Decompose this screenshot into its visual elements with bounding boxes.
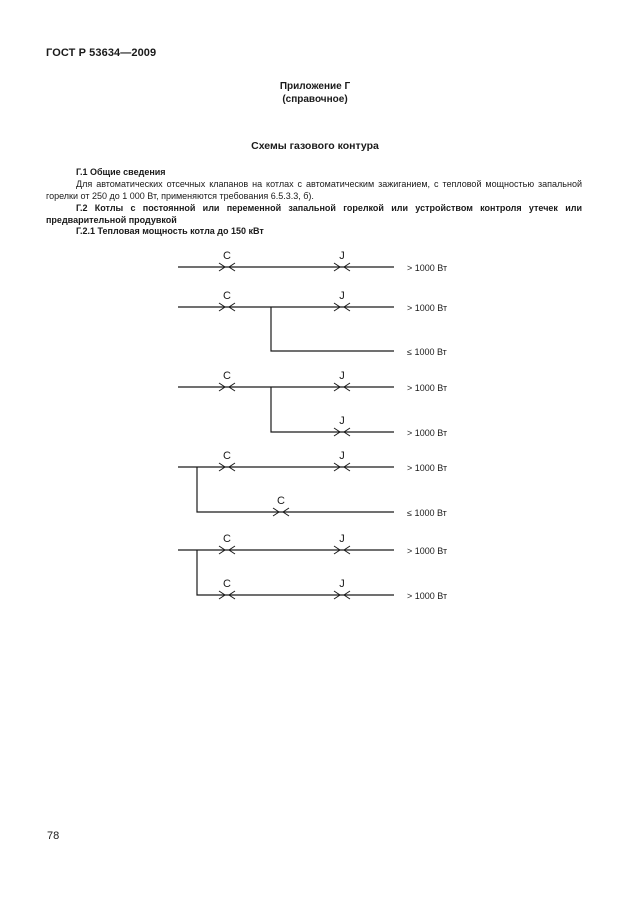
power-label: > 1000 Вт — [407, 591, 448, 601]
valve-c-label: C — [223, 450, 231, 462]
valve-c-label: C — [223, 370, 231, 382]
valve-c-label: C — [277, 495, 285, 507]
valve-j-label: J — [339, 415, 345, 427]
section-title: Схемы газового контура — [251, 140, 379, 152]
power-label: > 1000 Вт — [407, 463, 448, 473]
power-label: > 1000 Вт — [407, 383, 448, 393]
valve-j-label: J — [339, 250, 345, 262]
valve-j-label: J — [339, 370, 345, 382]
power-label: > 1000 Вт — [407, 546, 448, 556]
power-label: ≤ 1000 Вт — [407, 347, 447, 357]
power-label: > 1000 Вт — [407, 428, 448, 438]
section-g21-heading: Г.2.1 Тепловая мощность котла до 150 кВт — [76, 226, 264, 236]
section-g2-heading: Г.2 Котлы с постоянной или переменной запальной горелкой или устройством контроля утечек или предварительной продувкой — [46, 203, 582, 225]
pipe-branch — [271, 307, 394, 351]
section-g1-body: Для автоматических отсечных клапанов на котлах с автоматическим зажиганием, с тепловой мощностью запальной горелки от 250 до 1 000 Вт, применяются требования 6.5.3.3, б). — [46, 179, 582, 201]
page-number: 78 — [47, 830, 60, 842]
pipe-branch — [271, 387, 394, 432]
appendix-subtitle: (справочное) — [282, 94, 348, 105]
valve-j-label: J — [339, 533, 345, 545]
section-g1-heading: Г.1 Общие сведения — [76, 167, 166, 177]
appendix-title: Приложение Г — [279, 81, 351, 92]
valve-c-label: C — [223, 578, 231, 590]
power-label: > 1000 Вт — [407, 303, 448, 313]
power-label: > 1000 Вт — [407, 263, 448, 273]
power-label: ≤ 1000 Вт — [407, 508, 447, 518]
valve-c-label: C — [223, 250, 231, 262]
document-code: ГОСТ Р 53634—2009 — [46, 47, 157, 59]
pipe-branch — [197, 467, 394, 512]
valve-c-label: C — [223, 533, 231, 545]
valve-c-label: C — [223, 290, 231, 302]
valve-j-label: J — [339, 290, 345, 302]
valve-j-label: J — [339, 578, 345, 590]
valve-j-label: J — [339, 450, 345, 462]
